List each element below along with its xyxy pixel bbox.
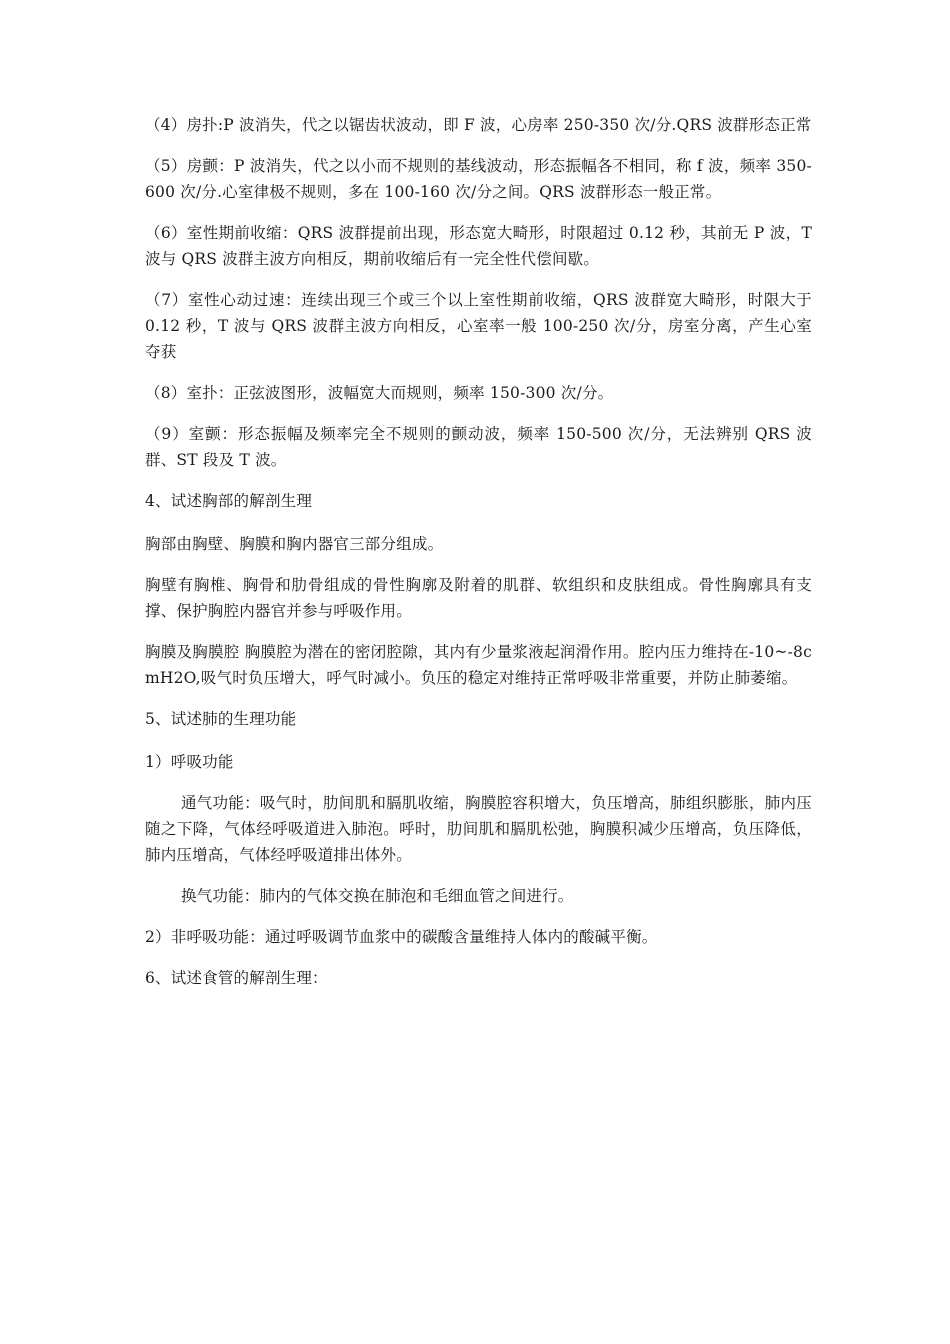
subheading-respiratory-function: 1）呼吸功能: [145, 753, 234, 771]
paragraph-non-respiratory-function: 2）非呼吸功能：通过呼吸调节血浆中的碳酸含量维持人体内的酸碱平衡。: [145, 928, 658, 946]
paragraph-atrial-flutter: （4）房扑:P 波消失，代之以锯齿状波动，即 F 波，心房率 250-350 次/分.QRS 波群形态正常: [145, 116, 812, 134]
paragraph-pleura: 胸膜及胸膜腔 胸膜腔为潜在的密闭腔隙，其内有少量浆液起润滑作用。腔内压力维持在-10~-8cmH2O,吸气时负压增大，呼气时减小。负压的稳定对维持正常呼吸非常重要，并防止肺萎缩。: [145, 643, 812, 687]
paragraph-ventricular-flutter: （8）室扑：正弦波图形，波幅宽大而规则，频率 150-300 次/分。: [145, 384, 614, 402]
paragraph-chest-wall: 胸壁有胸椎、胸骨和肋骨组成的骨性胸廓及附着的肌群、软组织和皮肤组成。骨性胸廓具有支撑、保护胸腔内器官并参与呼吸作用。: [145, 576, 812, 620]
paragraph-ventricular-premature: （6）室性期前收缩：QRS 波群提前出现，形态宽大畸形，时限超过 0.12 秒，其前无 P 波，T 波与 QRS 波群主波方向相反，期前收缩后有一完全性代偿间歇。: [145, 224, 812, 268]
paragraph-gas-exchange: 换气功能：肺内的气体交换在肺泡和毛细血管之间进行。: [181, 887, 574, 905]
heading-lung-function: 5、试述肺的生理功能: [145, 710, 297, 728]
document-page: [145, 112, 812, 1006]
paragraph-atrial-fibrillation: （5）房颤：P 波消失，代之以小而不规则的基线波动，形态振幅各不相同，称 f 波，频率 350-600 次/分.心室律极不规则，多在 100-160 次/分之间。QRS 波群形态一般正常。: [145, 157, 812, 201]
heading-esophagus-anatomy: 6、试述食管的解剖生理：: [145, 969, 328, 987]
paragraph-ventricular-tachycardia: （7）室性心动过速：连续出现三个或三个以上室性期前收缩，QRS 波群宽大畸形，时限大于 0.12 秒，T 波与 QRS 波群主波方向相反，心室率一般 100-250 次/分，房室分离，产生心室夺获: [145, 291, 812, 361]
heading-chest-anatomy: 4、试述胸部的解剖生理: [145, 492, 313, 510]
paragraph-ventilation: 通气功能：吸气时，肋间肌和膈肌收缩，胸膜腔容积增大，负压增高，肺组织膨胀，肺内压随之下降，气体经呼吸道进入肺泡。呼时，肋间肌和膈肌松弛，胸膜积减少压增高，负压降低，肺内压增高，气体经呼吸道排出体外。: [145, 794, 812, 864]
paragraph-ventricular-fibrillation: （9）室颤：形态振幅及频率完全不规则的颤动波，频率 150-500 次/分，无法辨别 QRS 波群、ST 段及 T 波。: [145, 425, 812, 469]
paragraph-chest-composition: 胸部由胸壁、胸膜和胸内器官三部分组成。: [145, 535, 444, 553]
